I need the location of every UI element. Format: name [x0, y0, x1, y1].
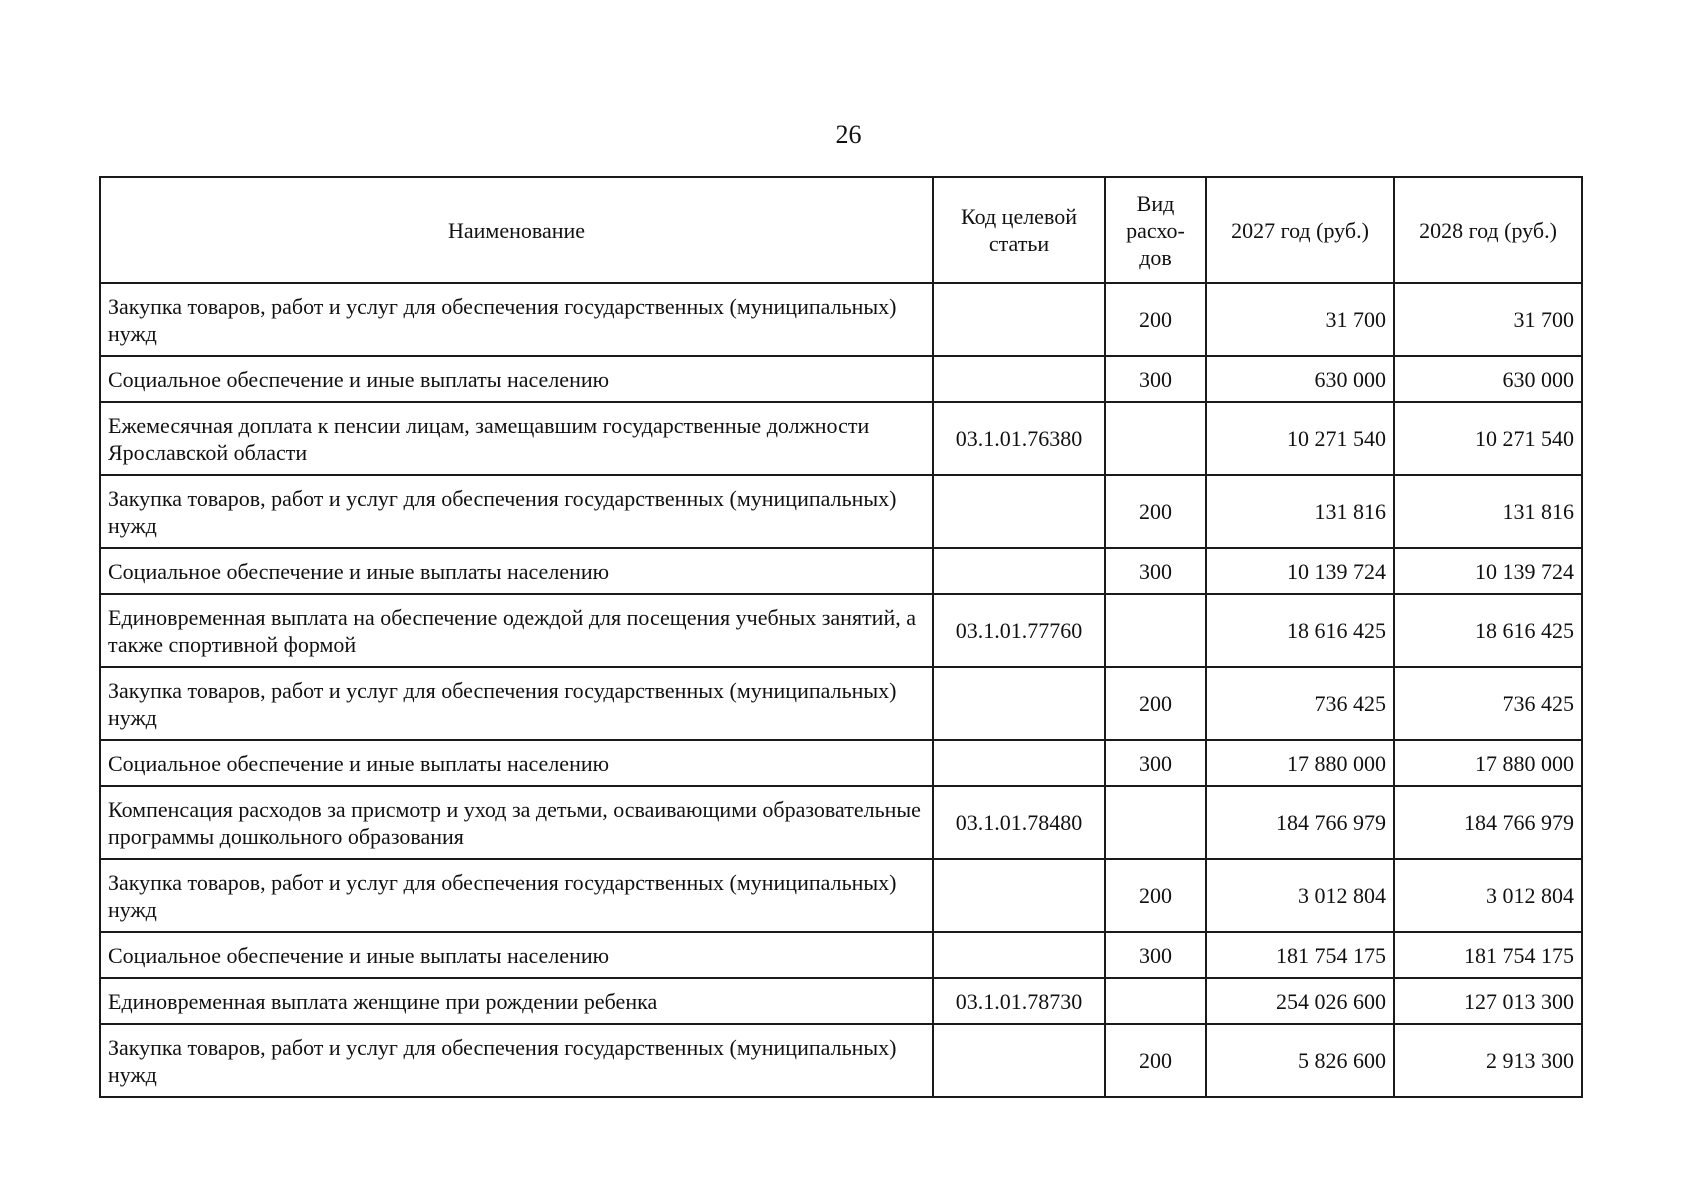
table-row — [100, 978, 1582, 1024]
cell-code — [933, 859, 1105, 932]
header-2027: 2027 год (руб.) — [1206, 177, 1394, 283]
cell-2027: 736 425 — [1206, 667, 1394, 740]
cell-kind: 200 — [1105, 667, 1206, 740]
table-row — [100, 932, 1582, 978]
cell-2028: 181 754 175 — [1394, 932, 1582, 978]
cell-name: Компенсация расходов за присмотр и уход за детьми, осваивающими образовательные программы дошкольного образования — [100, 786, 933, 859]
header-name: Наименование — [100, 177, 933, 283]
cell-2028: 630 000 — [1394, 356, 1582, 402]
cell-2028: 184 766 979 — [1394, 786, 1582, 859]
cell-name: Социальное обеспечение и иные выплаты населению — [100, 356, 933, 402]
cell-2028: 2 913 300 — [1394, 1024, 1582, 1097]
cell-2028: 131 816 — [1394, 475, 1582, 548]
cell-code: 03.1.01.77760 — [933, 594, 1105, 667]
cell-name: Единовременная выплата на обеспечение одеждой для посещения учебных занятий, а также спортивной формой — [100, 594, 933, 667]
cell-2028: 10 271 540 — [1394, 402, 1582, 475]
table-row — [100, 356, 1582, 402]
cell-2027: 10 271 540 — [1206, 402, 1394, 475]
budget-table — [99, 176, 1583, 1098]
cell-name: Ежемесячная доплата к пенсии лицам, замещавшим государственные должности Ярославской области — [100, 402, 933, 475]
cell-2027: 18 616 425 — [1206, 594, 1394, 667]
cell-code — [933, 932, 1105, 978]
cell-name: Закупка товаров, работ и услуг для обеспечения государственных (муниципальных) нужд — [100, 1024, 933, 1097]
header-row — [100, 177, 1582, 283]
cell-name: Закупка товаров, работ и услуг для обеспечения государственных (муниципальных) нужд — [100, 475, 933, 548]
table-row — [100, 740, 1582, 786]
cell-code: 03.1.01.78480 — [933, 786, 1105, 859]
header-code: Код целевой статьи — [933, 177, 1105, 283]
cell-2028: 736 425 — [1394, 667, 1582, 740]
cell-code — [933, 740, 1105, 786]
cell-kind: 200 — [1105, 1024, 1206, 1097]
cell-kind — [1105, 786, 1206, 859]
cell-code — [933, 1024, 1105, 1097]
cell-2027: 131 816 — [1206, 475, 1394, 548]
cell-kind: 200 — [1105, 475, 1206, 548]
cell-name: Закупка товаров, работ и услуг для обеспечения государственных (муниципальных) нужд — [100, 859, 933, 932]
cell-2027: 3 012 804 — [1206, 859, 1394, 932]
cell-2028: 3 012 804 — [1394, 859, 1582, 932]
cell-kind: 200 — [1105, 283, 1206, 356]
cell-code — [933, 548, 1105, 594]
cell-kind: 300 — [1105, 932, 1206, 978]
cell-kind — [1105, 594, 1206, 667]
cell-kind: 300 — [1105, 548, 1206, 594]
cell-name: Закупка товаров, работ и услуг для обеспечения государственных (муниципальных) нужд — [100, 667, 933, 740]
table-row — [100, 786, 1582, 859]
cell-code: 03.1.01.78730 — [933, 978, 1105, 1024]
cell-2027: 5 826 600 — [1206, 1024, 1394, 1097]
cell-2027: 31 700 — [1206, 283, 1394, 356]
table-row — [100, 283, 1582, 356]
cell-2028: 17 880 000 — [1394, 740, 1582, 786]
table-row — [100, 475, 1582, 548]
cell-kind: 300 — [1105, 740, 1206, 786]
cell-name: Социальное обеспечение и иные выплаты населению — [100, 548, 933, 594]
page-number: 26 — [835, 120, 862, 149]
cell-name: Закупка товаров, работ и услуг для обеспечения государственных (муниципальных) нужд — [100, 283, 933, 356]
cell-kind — [1105, 978, 1206, 1024]
cell-2027: 10 139 724 — [1206, 548, 1394, 594]
header-2028: 2028 год (руб.) — [1394, 177, 1582, 283]
cell-code — [933, 283, 1105, 356]
cell-code — [933, 475, 1105, 548]
cell-2027: 17 880 000 — [1206, 740, 1394, 786]
cell-2027: 181 754 175 — [1206, 932, 1394, 978]
table-row — [100, 859, 1582, 932]
table-row — [100, 594, 1582, 667]
cell-code — [933, 667, 1105, 740]
header-kind: Вид расхо-дов — [1105, 177, 1206, 283]
cell-2027: 630 000 — [1206, 356, 1394, 402]
cell-kind: 300 — [1105, 356, 1206, 402]
table-row — [100, 1024, 1582, 1097]
cell-2027: 254 026 600 — [1206, 978, 1394, 1024]
cell-2028: 31 700 — [1394, 283, 1582, 356]
cell-code: 03.1.01.76380 — [933, 402, 1105, 475]
table-row — [100, 667, 1582, 740]
cell-kind: 200 — [1105, 859, 1206, 932]
cell-name: Единовременная выплата женщине при рождении ребенка — [100, 978, 933, 1024]
cell-2028: 10 139 724 — [1394, 548, 1582, 594]
cell-2028: 18 616 425 — [1394, 594, 1582, 667]
cell-name: Социальное обеспечение и иные выплаты населению — [100, 932, 933, 978]
cell-name: Социальное обеспечение и иные выплаты населению — [100, 740, 933, 786]
cell-kind — [1105, 402, 1206, 475]
cell-2028: 127 013 300 — [1394, 978, 1582, 1024]
table-row — [100, 402, 1582, 475]
cell-2027: 184 766 979 — [1206, 786, 1394, 859]
table-row — [100, 548, 1582, 594]
cell-code — [933, 356, 1105, 402]
